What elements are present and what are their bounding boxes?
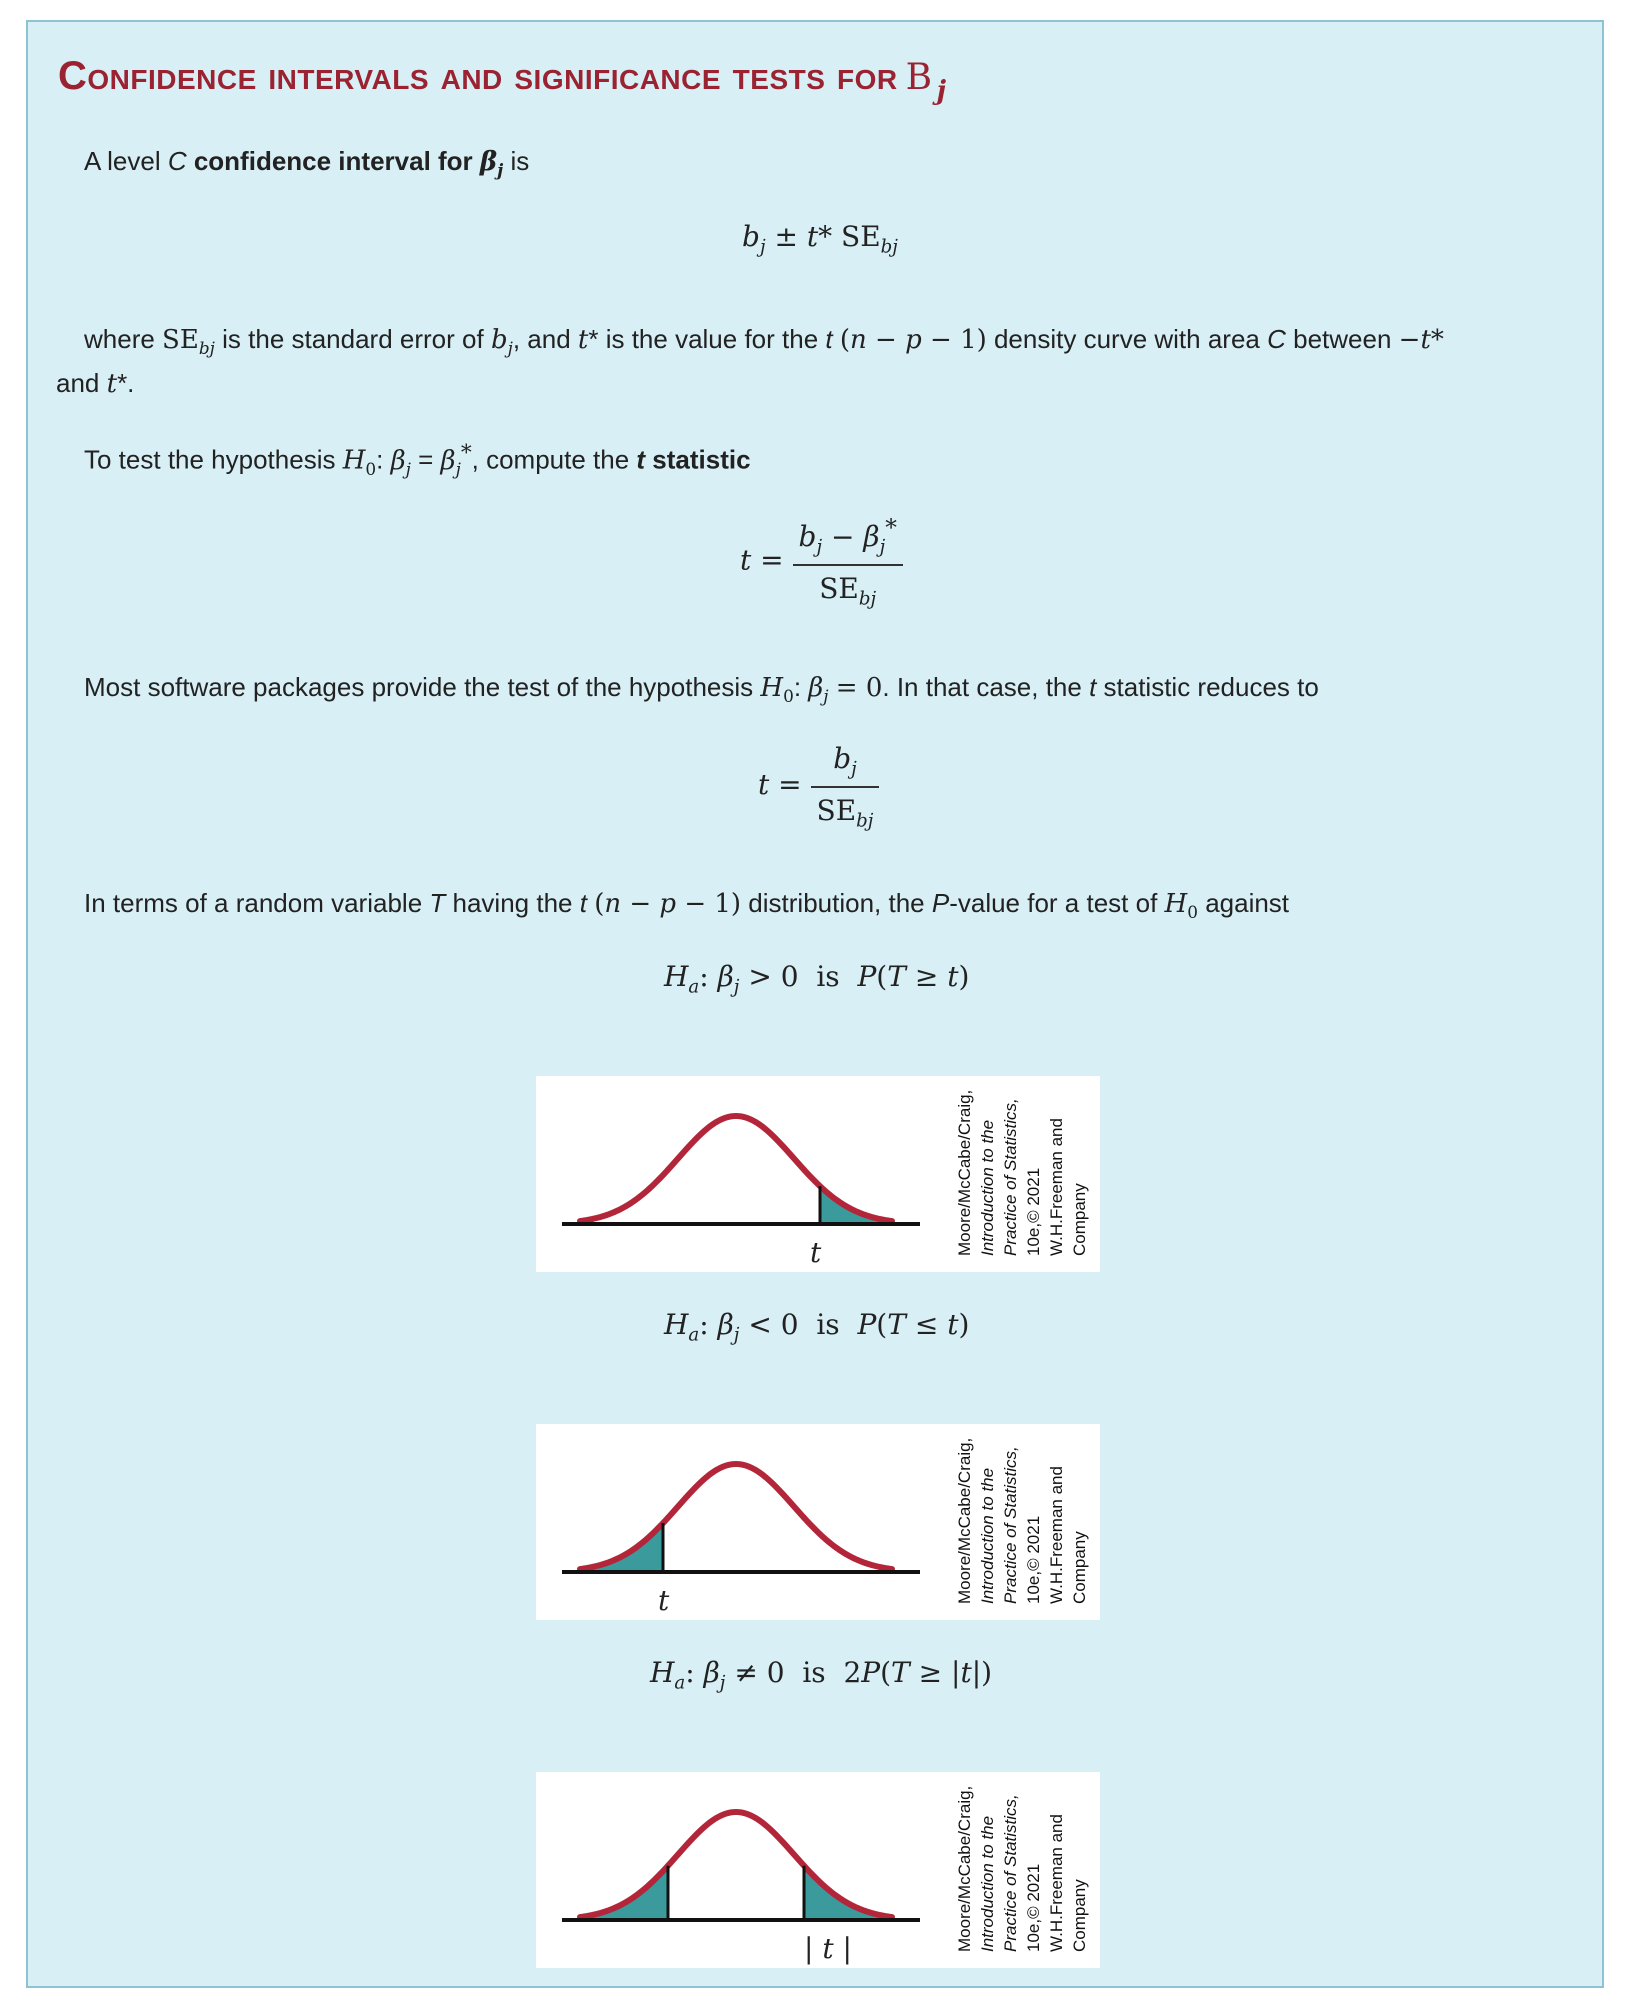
credit-line: Moore/McCabe/Craig, xyxy=(956,1437,974,1604)
figure-two-tail xyxy=(536,1772,1100,1968)
density-curve xyxy=(580,1812,892,1917)
software-text: Most software packages provide the test of the hypothesis $H_0$: $\beta_j = 0$. In that case, the t statistic reduces to xyxy=(84,672,1319,707)
credit-line: W.H.Freeman and xyxy=(1047,1814,1066,1952)
credit-line: Introduction to the xyxy=(978,1119,997,1256)
figure-credit xyxy=(956,1784,1096,1956)
content-panel xyxy=(26,20,1604,1988)
ci-intro: A level C confidence interval for $\beta_j$ is xyxy=(84,146,530,181)
t-statistic-formula: t = $\frac{b_j - \beta_j^*}{SE_{bj}}$ xyxy=(740,514,903,610)
density-curve xyxy=(580,1116,892,1221)
credit-line: W.H.Freeman and xyxy=(1047,1466,1066,1604)
ha-not-equal: $H_a$: $\beta_j \ne 0$ is 2P(T ≥ |t|) xyxy=(650,1656,993,1694)
credit-line: Practice of Statistics, xyxy=(1001,1098,1020,1256)
credit-line: Practice of Statistics, xyxy=(1001,1446,1020,1604)
where-line-1: where $SE_{bj}$ is the standard error of $b_j$, and t* is the value for the t (n − p − 1) density curve with area C between −t* xyxy=(84,324,1444,359)
credit-line: Practice of Statistics, xyxy=(1001,1794,1020,1952)
t-reduced-formula: t = $\frac{b_j}{SE_{bj}}$ xyxy=(758,742,879,831)
figure-credit xyxy=(956,1436,1096,1608)
section-title: Confidence intervals and significance tests for Β $_j$ xyxy=(58,54,947,106)
ha-greater: $H_a$: $\beta_j > 0$ is P(T ≥ t) xyxy=(664,960,970,998)
figure-left-tail xyxy=(536,1424,1100,1620)
credit-line: Introduction to the xyxy=(978,1467,997,1604)
credit-line: Company xyxy=(1070,1879,1089,1952)
credit-line: 10e,© 2021 xyxy=(1024,1863,1043,1952)
where-line-2: and t*. xyxy=(56,368,135,399)
ci-formula: $b_j \pm t*$ $SE_{bj}$ xyxy=(742,220,898,258)
figure-credit xyxy=(956,1088,1096,1260)
credit-line: 10e,© 2021 xyxy=(1024,1167,1043,1256)
credit-line: Moore/McCabe/Craig, xyxy=(956,1785,974,1952)
credit-line: Introduction to the xyxy=(978,1815,997,1952)
ha-less: $H_a$: $\beta_j < 0$ is P(T ≤ t) xyxy=(664,1308,970,1346)
axis-label: t xyxy=(658,1584,670,1617)
credit-line: W.H.Freeman and xyxy=(1047,1118,1066,1256)
credit-line: 10e,© 2021 xyxy=(1024,1515,1043,1604)
test-intro: To test the hypothesis $H_0$: $\beta_j = \beta_j^*$, compute the t statistic xyxy=(84,440,751,479)
credit-line: Company xyxy=(1070,1183,1089,1256)
density-curve xyxy=(580,1464,892,1569)
axis-label: | t | xyxy=(804,1932,852,1965)
credit-line: Moore/McCabe/Craig, xyxy=(956,1089,974,1256)
axis-label: t xyxy=(810,1236,822,1269)
pvalue-text: In terms of a random variable T having the t (n − p − 1) distribution, the P-value for a test of $H_0$ against xyxy=(84,888,1290,923)
figure-right-tail xyxy=(536,1076,1100,1272)
credit-line: Company xyxy=(1070,1531,1089,1604)
